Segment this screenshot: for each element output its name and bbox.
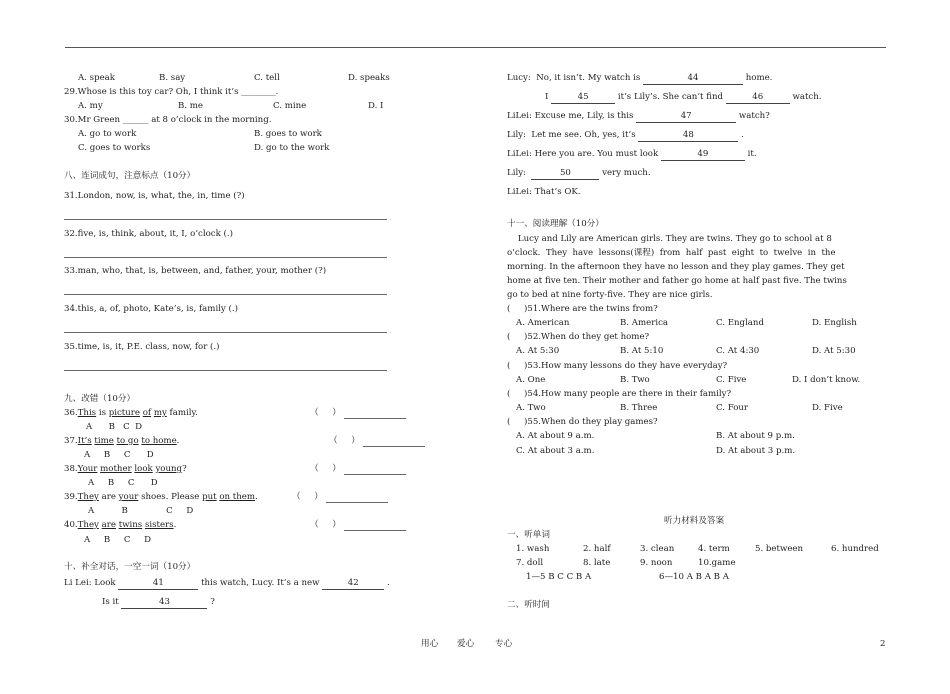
q28-option-c: C. tell <box>254 73 280 83</box>
q53-option-b: B. Two <box>620 375 650 385</box>
q53-option-c: C. Five <box>716 375 747 385</box>
section-9-title: 九、改错（10分） <box>64 394 136 404</box>
q34-text: 34.this, a, of, photo, Kate’s, is, family (.) <box>64 304 238 314</box>
q40-letters: A B C D <box>84 535 151 545</box>
q55-option-c: C. At about 3 a.m. <box>516 446 595 456</box>
top-rule <box>65 47 886 48</box>
word-4: 4. term <box>698 544 730 554</box>
word-5: 5. between <box>755 544 804 554</box>
dialogue-end: LiLei: That’s OK. <box>507 187 581 197</box>
footer-text-3: 专心 <box>495 639 513 649</box>
q51-option-a: A. American <box>516 318 570 328</box>
q40-paren: （ ） <box>310 520 341 530</box>
q54-option-b: B. Three <box>620 403 658 413</box>
blank-49[interactable]: 49 <box>661 149 745 161</box>
passage-line-3: morning. In the afternoon they have no lesson and they play games. They get <box>507 262 845 272</box>
q35-answer-line[interactable] <box>64 370 387 371</box>
q51-option-c: C. England <box>716 318 764 328</box>
passage-line-4: home at five ten. Their mother and father go home at half past five. The twins <box>507 276 847 286</box>
section-8-title: 八、连词成句，注意标点（10分） <box>64 171 196 181</box>
footer-text-2: 爱心 <box>457 639 475 649</box>
q28-option-d: D. speaks <box>348 73 390 83</box>
listening-part-1-title: 一、听单词 <box>507 530 550 540</box>
q37-paren: （ ） <box>329 436 360 446</box>
q52-option-b: B. At 5:10 <box>620 346 664 356</box>
q53-option-a: A. One <box>516 375 546 385</box>
q28-option-b: B. say <box>159 73 186 83</box>
q37-answer-line[interactable] <box>363 446 425 447</box>
q37-letters: A B C D <box>84 450 154 460</box>
q37-sentence: 37.It’s time to go to home. <box>64 436 180 446</box>
q40-sentence: 40.They are twins sisters. <box>64 520 177 530</box>
blank-45[interactable]: 45 <box>551 92 615 104</box>
q30-option-d: D. go to the work <box>254 143 330 153</box>
q55-option-b: B. At about 9 p.m. <box>716 431 795 441</box>
answers-6-10: 6—10 A B A B A <box>659 572 729 582</box>
page-number: 2 <box>880 639 886 649</box>
answers-1-5: 1—5 B C C B A <box>526 572 592 582</box>
q34-answer-line[interactable] <box>64 332 387 333</box>
blank-42[interactable]: 42 <box>322 578 384 590</box>
q29-option-c: C. mine <box>273 101 307 111</box>
q36-answer-line[interactable] <box>344 418 406 419</box>
listening-part-2-title: 二、听时间 <box>507 600 550 610</box>
q33-text: 33.man, who, that, is, between, and, father, your, mother (?) <box>64 266 327 276</box>
blank-43[interactable]: 43 <box>121 597 207 609</box>
q54-option-d: D. Five <box>812 403 843 413</box>
q31-answer-line[interactable] <box>64 219 387 220</box>
q39-paren: （ ） <box>292 492 323 502</box>
listening-title: 听力材料及答案 <box>664 516 725 526</box>
q54-option-c: C. Four <box>716 403 749 413</box>
q28-option-a: A. speak <box>78 73 115 83</box>
q38-paren: （ ） <box>310 464 341 474</box>
blank-44[interactable]: 44 <box>643 73 743 85</box>
q30-option-c: C. goes to works <box>78 143 151 153</box>
q31-text: 31.London, now, is, what, the, in, time (?) <box>64 191 245 201</box>
blank-50[interactable]: 50 <box>531 168 599 180</box>
q29-option-b: B. me <box>178 101 204 111</box>
q51-question: ( )51.Where are the twins from? <box>507 304 658 314</box>
dialogue-50: Lily: 50 very much. <box>507 168 651 178</box>
q30-text: 30.Mr Green ______ at 8 o’clock in the morning. <box>64 115 272 125</box>
q36-sentence: 36.This is picture of my family. <box>64 408 198 418</box>
word-1: 1. wash <box>516 544 550 554</box>
dialogue-49: LiLei: Here you are. You must look 49 it. <box>507 149 757 159</box>
q39-answer-line[interactable] <box>326 502 388 503</box>
dialogue-47: LiLei: Excuse me, Lily, is this 47 watch? <box>507 111 770 121</box>
q55-option-a: A. At about 9 a.m. <box>516 431 595 441</box>
q52-option-c: C. At 4:30 <box>716 346 760 356</box>
q53-option-d: D. I don’t know. <box>792 375 861 385</box>
q29-option-d: D. I <box>368 101 384 111</box>
q40-answer-line[interactable] <box>344 530 406 531</box>
footer-text-1: 用心 <box>421 639 439 649</box>
q39-letters: A B C D <box>88 506 194 516</box>
q38-answer-line[interactable] <box>344 474 406 475</box>
q51-option-b: B. America <box>620 318 669 328</box>
section-10-title: 十、补全对话，一空一词（10分） <box>64 562 196 572</box>
section-11-title: 十一、阅读理解（10分） <box>507 219 604 229</box>
dialogue-45-46: I 45 it’s Lily’s. She can’t find 46 watch. <box>545 92 822 102</box>
q32-answer-line[interactable] <box>64 257 387 258</box>
blank-46[interactable]: 46 <box>726 92 790 104</box>
passage-line-2: o’clock. They have lessons(课程) from half past eight to twelve in the <box>507 248 836 258</box>
passage-line-1: Lucy and Lily are American girls. They are twins. They go to school at 8 <box>507 234 832 244</box>
q29-text: 29.Whose is this toy car? Oh, I think it’s ________. <box>64 87 279 97</box>
word-7: 7. doll <box>516 558 544 568</box>
blank-41[interactable]: 41 <box>118 578 198 590</box>
blank-48[interactable]: 48 <box>638 130 738 142</box>
q55-option-d: D. At about 3 p.m. <box>716 446 796 456</box>
dialogue-line-1: Li Lei: Look 41 this watch, Lucy. It’s a new 42 . <box>64 578 390 588</box>
q36-letters: A B C D <box>86 422 143 432</box>
word-6: 6. hundred <box>831 544 879 554</box>
q30-option-a: A. go to work <box>78 129 137 139</box>
q54-option-a: A. Two <box>516 403 546 413</box>
word-2: 2. half <box>583 544 611 554</box>
word-10: 10.game <box>698 558 736 568</box>
dialogue-44: Lucy: No, it isn’t. My watch is 44 home. <box>507 73 773 83</box>
dialogue-line-2: Is it 43 ? <box>102 597 215 607</box>
q30-option-b: B. goes to work <box>254 129 322 139</box>
q52-option-d: D. At 5:30 <box>812 346 856 356</box>
q52-question: ( )52.When do they get home? <box>507 332 650 342</box>
q54-question: ( )54.How many people are there in their family? <box>507 389 732 399</box>
passage-line-5: go to bed at nine forty-five. They are nice girls. <box>507 290 713 300</box>
q33-answer-line[interactable] <box>64 294 387 295</box>
q51-option-d: D. English <box>812 318 857 328</box>
q53-question: ( )53.How many lessons do they have everyday? <box>507 361 728 371</box>
q38-letters: A B C D <box>88 478 158 488</box>
word-3: 3. clean <box>640 544 675 554</box>
word-8: 8. late <box>583 558 611 568</box>
q35-text: 35.time, is, it, P.E. class, now, for (.) <box>64 342 220 352</box>
q52-option-a: A. At 5:30 <box>516 346 560 356</box>
q36-paren: （ ） <box>310 408 341 418</box>
blank-47[interactable]: 47 <box>636 111 736 123</box>
q55-question: ( )55.When do they play games? <box>507 417 658 427</box>
q32-text: 32.five, is, think, about, it, I, o’clock (.) <box>64 229 233 239</box>
q39-sentence: 39.They are your shoes. Please put on them. <box>64 492 258 502</box>
dialogue-48: Lily: Let me see. Oh, yes, it’s 48 . <box>507 130 744 140</box>
q29-option-a: A. my <box>78 101 103 111</box>
q38-sentence: 38.Your mother look young? <box>64 464 187 474</box>
word-9: 9. noon <box>640 558 673 568</box>
